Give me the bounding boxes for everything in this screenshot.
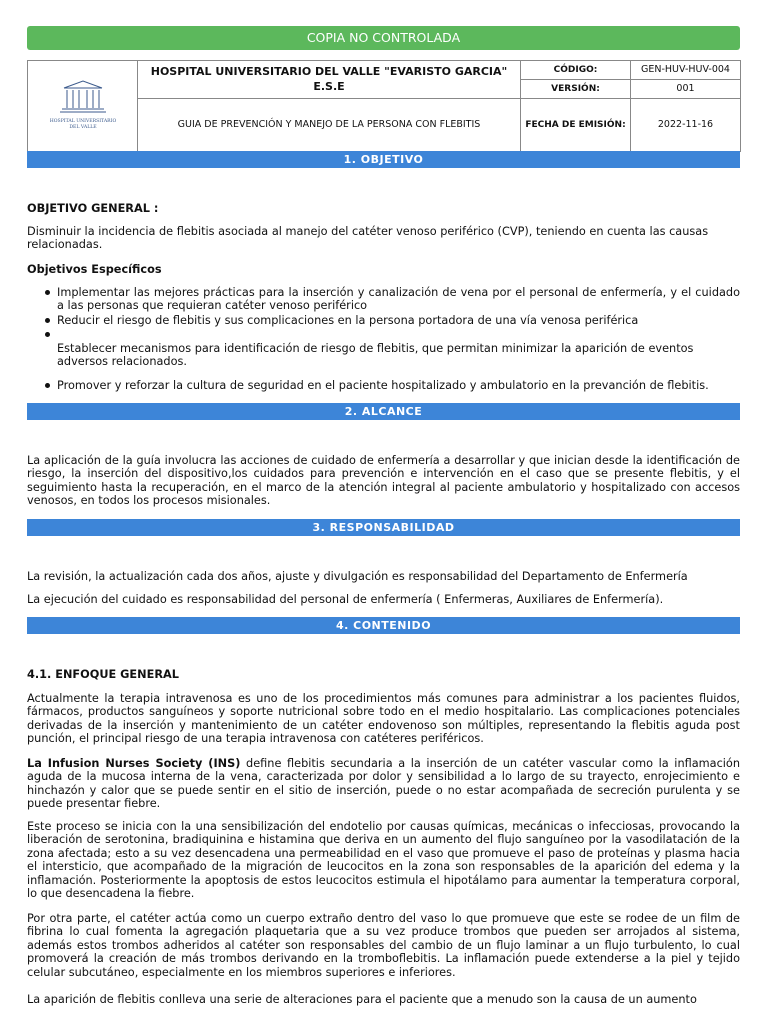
list-item: Reducir el riesgo de flebitis y sus complicaciones en la persona portadora de una vía venosa periférica bbox=[27, 314, 740, 327]
objetivos-especificos-heading: Objetivos Específicos bbox=[27, 263, 162, 276]
objetivo-general-heading: OBJETIVO GENERAL : bbox=[27, 202, 159, 215]
section-heading-contenido: 4. CONTENIDO bbox=[27, 617, 740, 634]
date-value: 2022-11-16 bbox=[631, 99, 741, 152]
institution-name: HOSPITAL UNIVERSITARIO DEL VALLE "EVARISTO GARCIA" E.S.E bbox=[138, 61, 521, 99]
version-value: 001 bbox=[631, 80, 741, 99]
list-item-continuation: Establecer mecanismos para identificación de riesgo de flebitis, que permitan minimizar la aparición de eventos adversos relacionados. bbox=[57, 342, 694, 369]
bullet-icon bbox=[45, 318, 50, 323]
code-label: CÓDIGO: bbox=[521, 61, 631, 80]
section-heading-alcance: 2. ALCANCE bbox=[27, 403, 740, 420]
responsabilidad-text-1: La revisión, la actualización cada dos años, ajuste y divulgación es responsabilidad del Departamento de Enfermería bbox=[27, 570, 688, 583]
alcance-text: La aplicación de la guía involucra las acciones de cuidado de enfermería a desarrollar y que inician desde la identificación de riesgo, la inserción del dispositivo,los cuidados para prevención e intervención en el caso que se presente flebitis, y el seguimiento hasta la recuperación, en el marco de la atención integral al paciente ambulatorio y hospitalizado con accesos venosos, en todos los procesos misionales. bbox=[27, 454, 740, 508]
contenido-paragraph-1: Actualmente la terapia intravenosa es uno de los procedimientos más comunes para administrar a los pacientes fluidos, fármacos, productos sanguíneos y soporte nutricional sobre todo en el medio hospitalario. Las complicaciones potenciales derivadas de la inserción y mantenimiento de un catéter endovenoso son múltiples, representando la flebitis aguda post punción, el principal riesgo de una terapia intravenosa con catéteres periféricos. bbox=[27, 692, 740, 746]
logo-text-line-2: DEL VALLE bbox=[68, 125, 97, 130]
code-value: GEN-HUV-HUV-004 bbox=[631, 61, 741, 80]
hospital-logo bbox=[50, 78, 116, 134]
hospital-logo-cell bbox=[28, 61, 138, 152]
document-header-table bbox=[27, 60, 741, 152]
bullet-icon bbox=[45, 383, 50, 388]
objetivo-general-text: Disminuir la incidencia de flebitis asociada al manejo del catéter venoso periférico (CVP), teniendo en cuenta las causas relacionadas. bbox=[27, 225, 709, 252]
section-heading-responsabilidad: 3. RESPONSABILIDAD bbox=[27, 519, 740, 536]
version-label: VERSIÓN: bbox=[521, 80, 631, 99]
ins-name: La Infusion Nurses Society (INS) bbox=[27, 757, 241, 770]
contenido-paragraph-2: La Infusion Nurses Society (INS) define flebitis secundaria a la inserción de un catéter vascular como la inflamación aguda de la mucosa interna de la vena, caracterizada por dolor y sensibilidad a lo largo de su trayecto, enrojecimiento e hinchazón y calor que se puede sentir en el sitio de inserción, puede o no estar acompañada de secreción purulenta y se puede presentar fiebre. bbox=[27, 757, 740, 811]
responsabilidad-text-2: La ejecución del cuidado es responsabilidad del personal de enfermería ( Enfermeras, Auxiliares de Enfermería). bbox=[27, 593, 664, 606]
logo-text-line-1: HOSPITAL UNIVERSITARIO bbox=[49, 119, 116, 124]
list-item: Promover y reforzar la cultura de seguridad en el paciente hospitalizado y ambulatorio en la prevanción de flebitis. bbox=[27, 379, 740, 392]
contenido-paragraph-3: Este proceso se inicia con la una sensibilización del endotelio por causas químicas, mecánicas o infecciosas, provocando la liberación de serotonina, bradiquinina e histamina que deriva en un aumento del flujo sanguíneo por la vasodilatación de la zona afectada; esto a su vez desencadena una permeabilidad en el vaso que promueve el paso de proteínas y plasma hacia el intersticio, que acompañado de la migración de leucocitos en la zona son responsables de la aparición del edema y la inflamación. Posteriormente la apoptosis de estos leucocitos estimula el hipotálamo para aumentar la temperatura corporal, lo que desencadena la fiebre. bbox=[27, 820, 740, 901]
date-label: FECHA DE EMISIÓN: bbox=[521, 99, 631, 152]
section-heading-objetivo: 1. OBJETIVO bbox=[27, 151, 740, 168]
document-title: GUIA DE PREVENCIÓN Y MANEJO DE LA PERSONA CON FLEBITIS bbox=[138, 99, 521, 152]
enfoque-general-heading: 4.1. ENFOQUE GENERAL bbox=[27, 668, 179, 681]
bullet-icon bbox=[45, 290, 50, 295]
contenido-paragraph-5: La aparición de flebitis conlleva una serie de alteraciones para el paciente que a menudo son la causa de un aumento bbox=[27, 993, 697, 1006]
contenido-paragraph-4: Por otra parte, el catéter actúa como un cuerpo extraño dentro del vaso lo que promueve que este se rodee de un film de fibrina lo cual fomenta la agregación plaquetaria que a su vez produce trombos que pueden ser arrojados al sistema, además estos trombos adheridos al catéter son responsables del cambio de un flujo laminar a un flujo turbulento, lo cual promoverá la creación de más trombos derivando en la tromboflebitis. La inflamación puede extenderse a la piel y tejido celular subcutáneo, especialmente en los miembros superiores e inferiores. bbox=[27, 912, 740, 979]
list-item: Implementar las mejores prácticas para la inserción y canalización de vena por el personal de enfermería, y el cuidado a las personas que requieran catéter venoso periférico bbox=[27, 286, 740, 313]
uncontrolled-copy-banner: COPIA NO CONTROLADA bbox=[27, 26, 740, 50]
bullet-icon bbox=[45, 332, 50, 337]
